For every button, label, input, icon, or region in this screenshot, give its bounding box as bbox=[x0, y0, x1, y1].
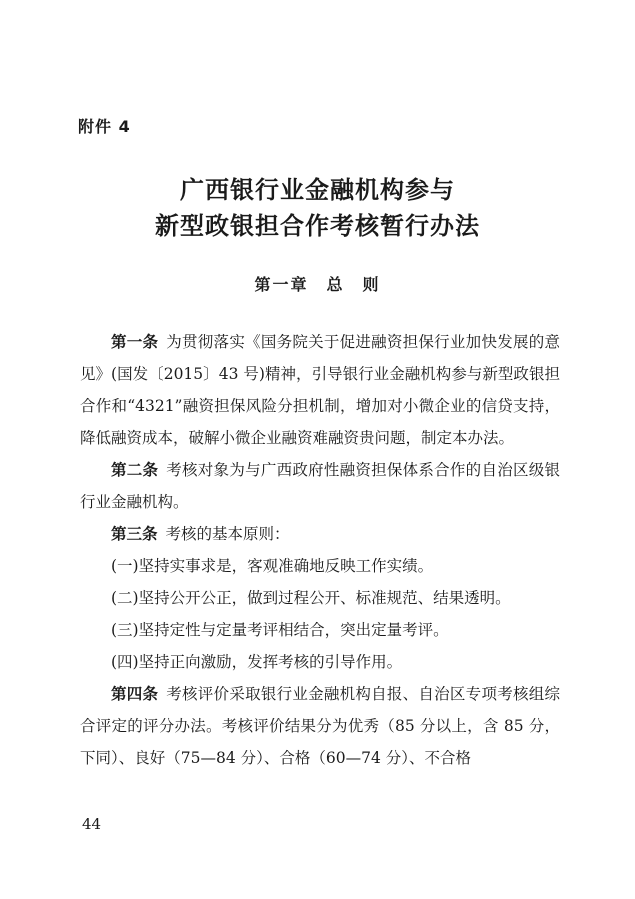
article-1-label: 第一条 bbox=[111, 333, 159, 351]
document-title-line1: 广西银行业金融机构参与 bbox=[180, 176, 455, 204]
article-4-label: 第四条 bbox=[111, 685, 159, 703]
principle-4: (四)坚持正向激励，发挥考核的引导作用。 bbox=[111, 653, 403, 671]
article-2 bbox=[80, 454, 560, 518]
page-number: 44 bbox=[82, 815, 102, 833]
document-title-line2: 新型政银担合作考核暂行办法 bbox=[155, 212, 480, 240]
article-4-text: 考核评价采取银行业金融机构自报、自治区专项考核组综合评定的评分办法。考核评价结果分为优秀（85 分以上，含 85 分，下同）、良好（75—84 分）、合格（60—74 分）、不合格 bbox=[80, 685, 560, 767]
article-2-label: 第二条 bbox=[111, 461, 159, 479]
principle-2: (二)坚持公开公正，做到过程公开、标准规范、结果透明。 bbox=[111, 589, 511, 607]
article-3 bbox=[80, 518, 560, 550]
chapter-heading: 第一章 总 则 bbox=[254, 275, 381, 294]
document-body bbox=[80, 326, 560, 774]
attachment-label: 附件 4 bbox=[78, 117, 131, 136]
principle-3: (三)坚持定性与定量考评相结合，突出定量考评。 bbox=[111, 621, 449, 639]
principle-1: (一)坚持实事求是，客观准确地反映工作实绩。 bbox=[111, 557, 434, 575]
article-1-text: 为贯彻落实《国务院关于促进融资担保行业加快发展的意见》(国发〔2015〕43 号)精神，引导银行业金融机构参与新型政银担合作和“4321”融资担保风险分担机制，增加对小微企业的信贷支持，降低融资成本，破解小微企业融资难融资贵问题，制定本办法。 bbox=[80, 333, 560, 447]
article-2-text: 考核对象为与广西政府性融资担保体系合作的自治区级银行业金融机构。 bbox=[80, 461, 560, 511]
article-3-text: 考核的基本原则： bbox=[165, 525, 290, 543]
article-4 bbox=[80, 678, 560, 774]
article-1 bbox=[80, 326, 560, 454]
article-3-label: 第三条 bbox=[111, 525, 158, 543]
